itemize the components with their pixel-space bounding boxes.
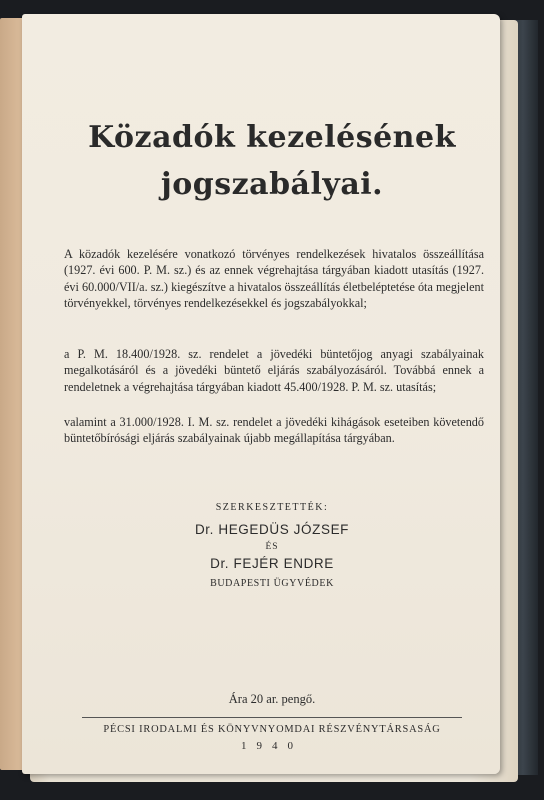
title-page <box>22 14 500 774</box>
divider-rule <box>82 717 462 718</box>
editor-name-2: Dr. FEJÉR ENDRE <box>210 556 334 571</box>
publisher: PÉCSI IRODALMI ÉS KÖNYVNYOMDAI RÉSZVÉNYTÁRSASÁG <box>103 724 441 735</box>
description-paragraph-1: A közadók kezelésére vonatkozó törvényes rendelkezések hivatalos összeállítása (1927. évi 600. P. M. sz.) és az ennek végrehajtása tárgyában kiadott utasítás (1927. évi 60.000/VII/a. sz.) kiegészítve a hivatalos összeállítás életbeléptetése óta megjelent törvényekkel, törvényes rendelkezésekkel és jogszabályokkal; <box>64 247 484 311</box>
book-title: Közadók kezelésének jogszabályai. <box>88 120 456 202</box>
description-paragraph-3: valamint a 31.000/1928. I. M. sz. rendelet a jövedéki kihágások eseteiben követendő büntetőbírósági eljárás szabályainak újabb megállapítása tárgyában. <box>64 415 484 446</box>
editor-name-1: Dr. HEGEDÜS JÓZSEF <box>194 522 350 537</box>
conjunction: ÉS <box>265 542 279 552</box>
publication-year: 1940 <box>241 740 303 752</box>
description-paragraph-2: a P. M. 18.400/1928. sz. rendelet a jövedéki büntetőjog anyagi szabályainak megalkotásáról és a jövedéki büntető eljárás szabályozásáról. Továbbá ennek a rendeletnek a végrehajtása tárgyában kiadott 45.400/1928. P. M. sz. utasítás; <box>64 347 484 394</box>
price: Ára 20 ar. pengő. <box>228 692 316 706</box>
editors-title: BUDAPESTI ÜGYVÉDEK <box>210 578 334 589</box>
editors-label: SZERKESZTETTÉK: <box>215 502 329 513</box>
